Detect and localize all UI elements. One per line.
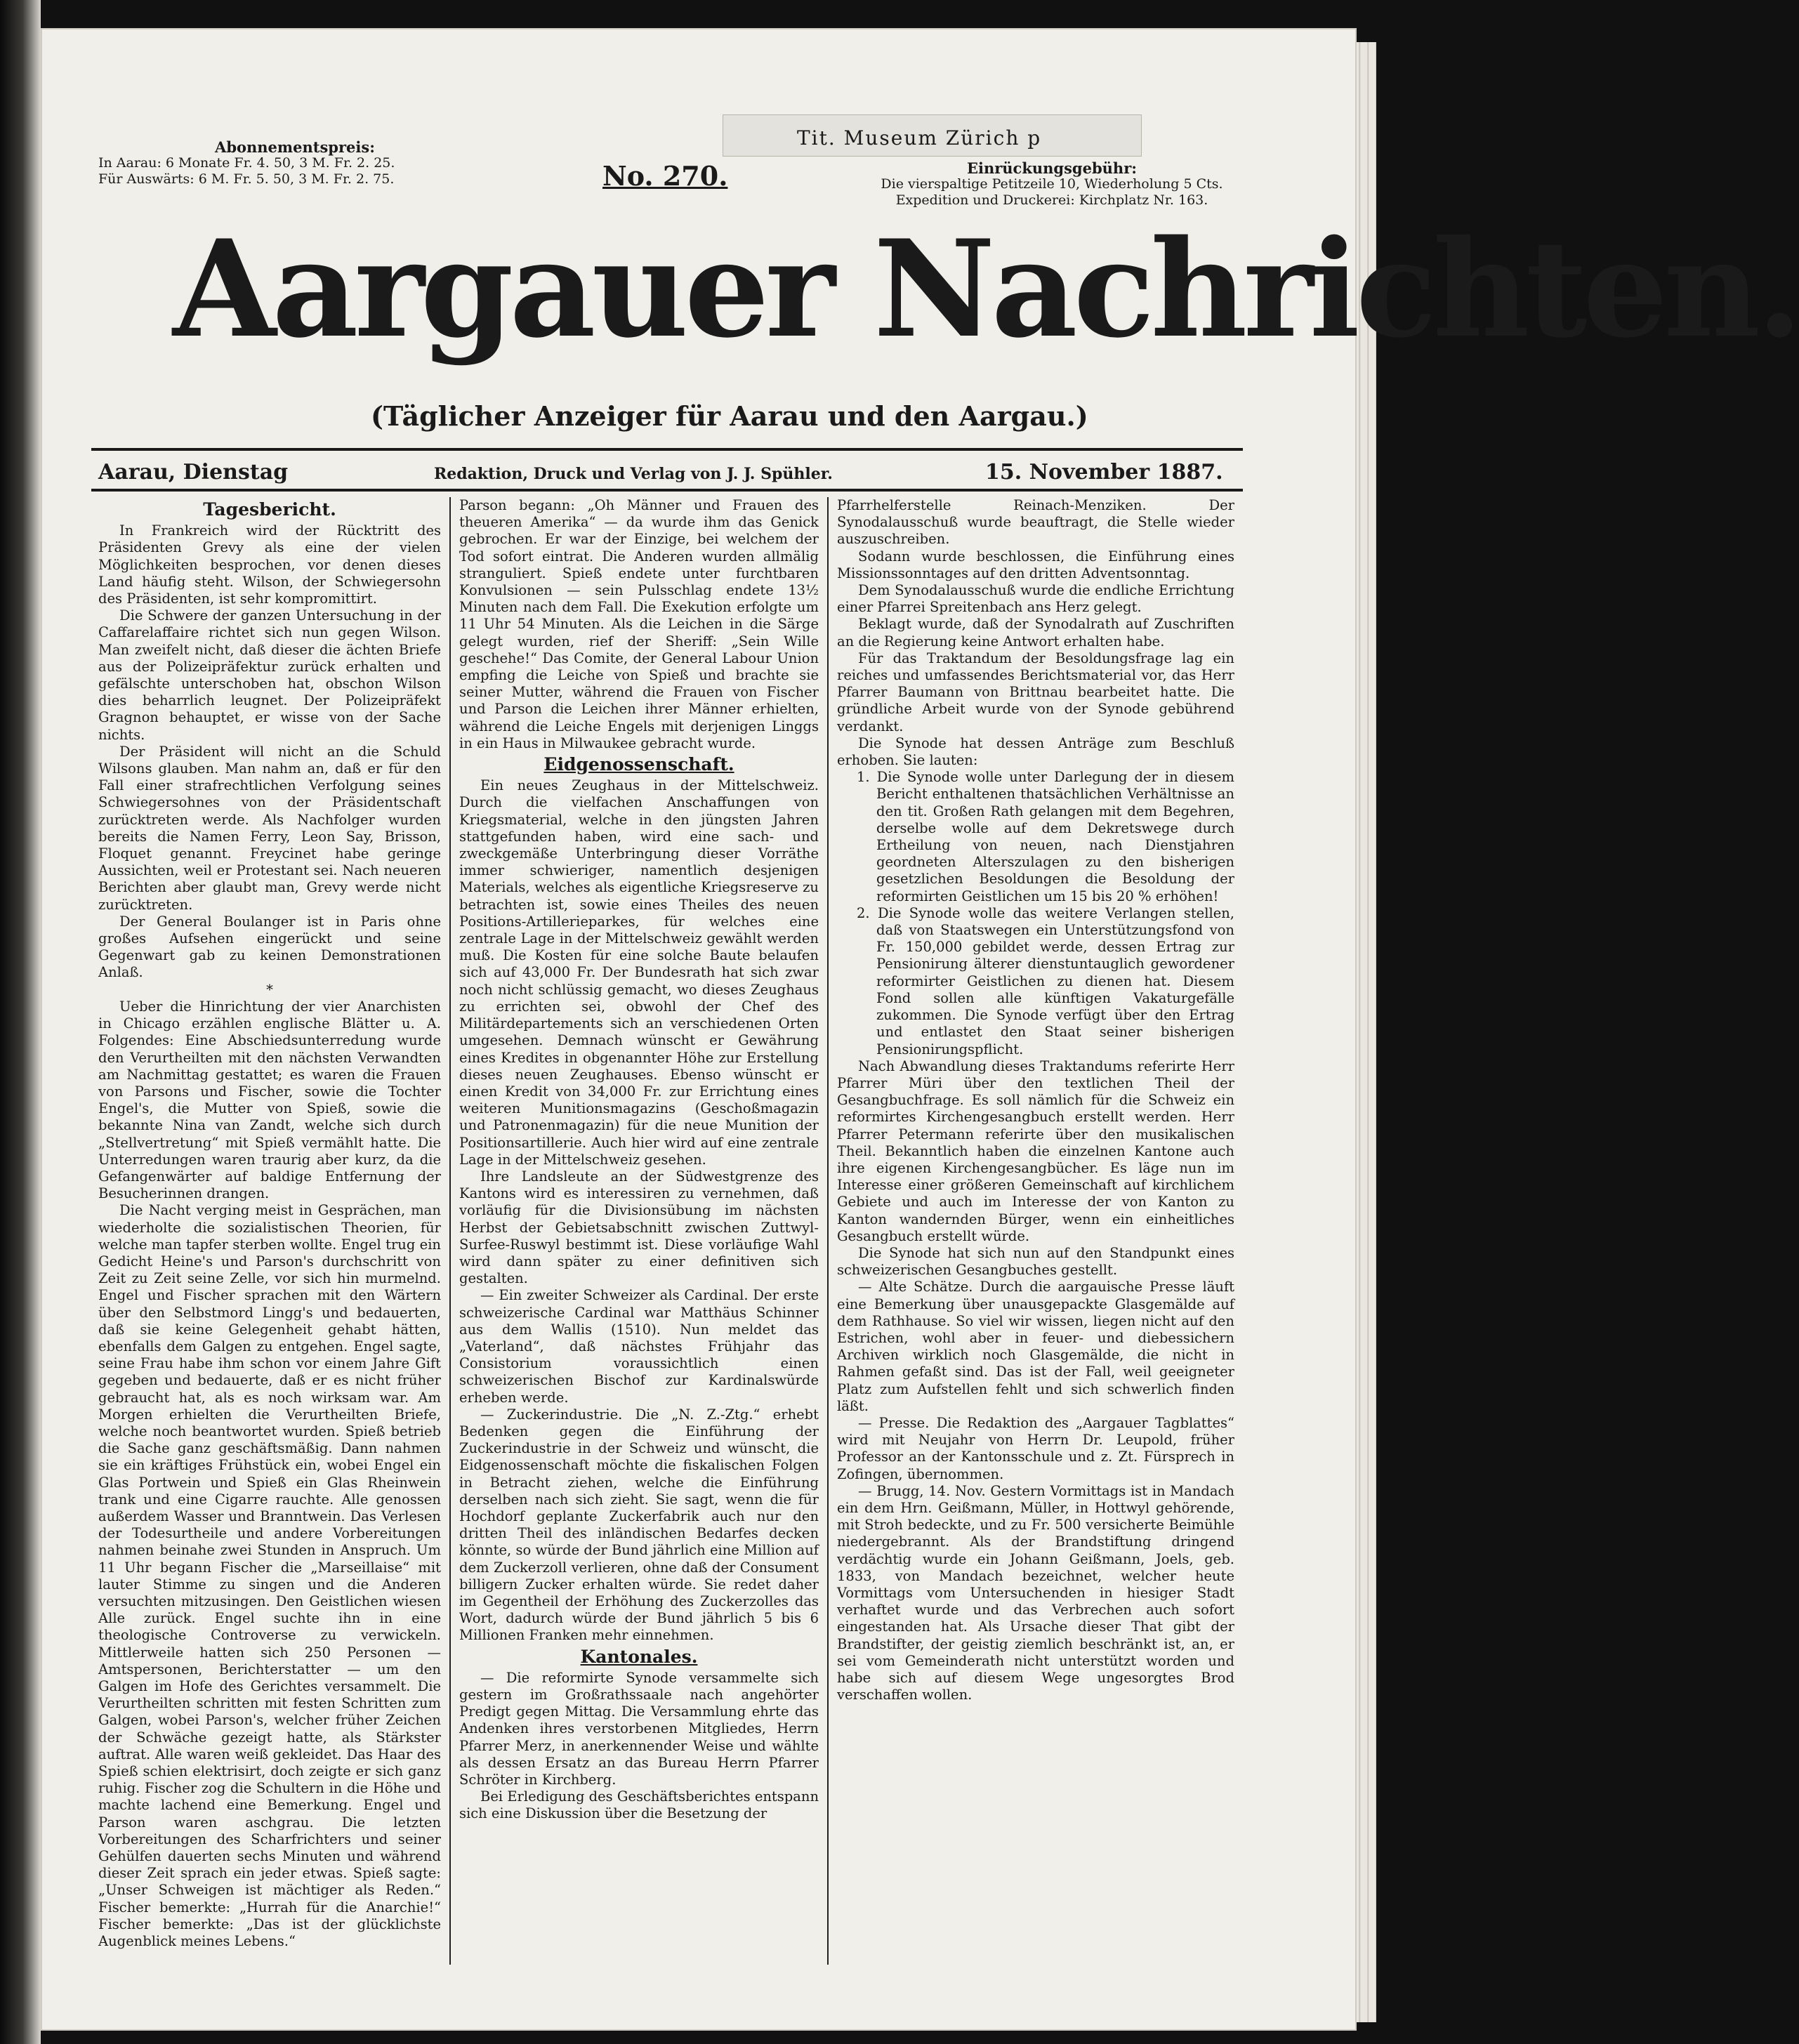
col1-para-5: Ueber die Hinrichtung der vier Anarchisten in Chicago erzählen englische Blätter u. A. Folgendes: Eine Abschiedsunterredung wurde den Verurtheilten mit den nächsten Verwandten am Nachmittag gestattet; es waren die Frauen von Parsons und Fischer, sowie die Tochter Engel's, die Mutter von Spieß, sowie die bekannte Nina van Zandt, welche sich durch „Stellvertretung“ mit Spieß vermählt hatte. Die Unterredungen waren traurig aber kurz, da die Gefangenwärter auf baldige Entfernung der Besucherinnen drangen.: [98, 998, 441, 1202]
col1-heading: Tagesbericht.: [203, 499, 336, 520]
col3-para-11: — Brugg, 14. Nov. Gestern Vormittags ist in Mandach ein dem Hrn. Geißmann, Müller, in Hottwyl gehörende, mit Stroh bedeckte, und zu Fr. 500 versicherte Beimühle niedergebrannt. Als der Brandstiftung dringend verdächtig wurde ein Johann Geißmann, Joels, geb. 1833, von Mandach bezeichnet, welcher heute Vormittags vom Untersuchenden in hiesiger Stadt verhaftet wurde und das Verbrechen auch sofort eingestanden hat. Als Ursache dieser That gibt der Brandstifter, der geistig ziemlich beschränkt ist, an, er sei vom Gemeinderath nicht unterstützt worden und habe sich auf diesem Wege ungesorgtes Brod verschaffen wollen.: [837, 1482, 1234, 1703]
bottom-rule: [91, 489, 1243, 492]
dateline-place: Aarau, Dienstag: [98, 460, 289, 484]
col1-para-1: In Frankreich wird der Rücktritt des Präsidenten Grevy als eine der vielen Möglichkeiten besprochen, vor denen dieses Land häufig steht. Wilson, der Schwiegersohn des Präsidenten, ist sehr kompromittirt.: [98, 522, 441, 607]
column-divider-2: [827, 497, 829, 1965]
col3-para-4: Beklagt wurde, daß der Synodalrath auf Zuschriften an die Regierung keine Antwort erhalten habe.: [837, 616, 1234, 650]
dateline-publisher: Redaktion, Druck und Verlag von J. J. Spühler.: [434, 465, 833, 483]
library-stamp: [723, 114, 1142, 157]
book-spine-shadow: [0, 0, 41, 2044]
col1-para-2: Die Schwere der ganzen Untersuchung in der Caffarelaffaire richtet sich nun gegen Wilson. Man zweifelt nicht, daß dieser die ächten Briefe aus der Polizeipräfektur zurück erhalten und gefälschte unterschoben hat, obschon Wilson dies beharrlich leugnet. Der Polizeipräfekt Gragnon behauptet, er wisse von der Sache nichts.: [98, 607, 441, 743]
insertion-line-1: Die vierspaltige Petitzeile 10, Wiederholung 5 Cts.: [881, 176, 1223, 192]
col2-para-2: Ihre Landsleute an der Südwestgrenze des Kantons wird es interessiren zu vernehmen, daß vorläufig für die Divisionsübung im nächsten Herbst der Gebietsabschnitt zwischen Zuttwyl-Surfee-Ruswyl bestimmt ist. Diese vorläufige Wahl wird dann später zu einer definitiven sich gestalten.: [459, 1168, 819, 1287]
column-1: [98, 497, 441, 1950]
col2-top: Parson begann: „Oh Männer und Frauen des theueren Amerika“ — da wurde ihm das Genick gebrochen. Er war der Einzige, bei welchem der Tod sofort eintrat. Die Anderen wurden allmälig stranguliert. Spieß endete unter furchtbaren Konvulsionen — sein Pulsschlag endete 13½ Minuten nach dem Fall. Die Exekution erfolgte um 11 Uhr 54 Minuten. Als die Leichen in die Särge gelegt wurden, rief der Sheriff: „Sein Wille geschehe!“ Das Comite, der General Labour Union empfing die Leiche von Spieß und brachte sie seiner Mutter, während die Frauen von Fischer und Parson die Leichen ihrer Männer erhielten, während die Leiche Engels mit derjenigen Linggs in ein Haus in Milwaukee gebracht wurde.: [459, 497, 819, 751]
col3-para-2: Sodann wurde beschlossen, die Einführung eines Missionssonntages auf den dritten Adventsonntag.: [837, 548, 1234, 581]
col3-para-10: — Presse. Die Redaktion des „Aargauer Tagblattes“ wird mit Neujahr von Herrn Dr. Leupold, früher Professor an der Kantonsschule und z. Zt. Fürsprech in Zofingen, übernommen.: [837, 1414, 1234, 1482]
col2-para-4: — Zuckerindustrie. Die „N. Z.-Ztg.“ erhebt Bedenken gegen die Einführung der Zuckerindustrie in der Schweiz und wünscht, die Eidgenossenschaft möchte die fiskalischen Folgen in Betracht ziehen, welche die Einführung derselben nach sich zieht. Sie sagt, wenn die für Hochdorf geplante Zuckerfabrik auch nur den dritten Theil des inländischen Bedarfes decken könnte, so würde der Bund jährlich eine Million auf dem Zuckerzoll verlieren, ohne daß der Consument billigern Zucker erhalten würde. Sie redet daher im Gegentheil der Erhöhung des Zuckerzolles das Wort, dadurch würde der Bund jährlich 5 bis 6 Millionen Franken mehr einnehmen.: [459, 1406, 819, 1644]
insertion-title: Einrückungsgebühr:: [966, 159, 1138, 177]
col3-para-9: — Alte Schätze. Durch die aargauische Presse läuft eine Bemerkung über unausgepackte Glasgemälde auf dem Rathhause. So viel wir wissen, liegen nicht auf den Estrichen, wohl aber in feuer- und diebessichern Archiven wirklich noch Glasgemälde, die nicht in Rahmen gefaßt sind. Das ist der Fall, weil geeigneter Platz zum Aufstellen fehlt und sich schwerlich finden läßt.: [837, 1279, 1234, 1414]
insertion-line-2: Expedition und Druckerei: Kirchplatz Nr. 163.: [895, 192, 1208, 208]
dateline-date: 15. November 1887.: [985, 460, 1223, 484]
col2-heading-2: Kantonales.: [580, 1646, 698, 1667]
column-2: [459, 497, 819, 1823]
column-divider-1: [449, 497, 451, 1965]
col3-para-5: Für das Traktandum der Besoldungsfrage lag ein reiches und umfassendes Berichtsmaterial vor, das Herr Pfarrer Baumann von Brittnau bearbeitet hatte. Die gründliche Arbeit wurde von der Synode gebührend verdankt.: [837, 650, 1234, 734]
col1-para-6: Die Nacht verging meist in Gesprächen, man wiederholte die sozialistischen Theorien, für welche man tapfer sterben wollte. Engel trug ein Gedicht Heine's und Parson's durchschritt von Zeit zu Zeit seine Zelle, vor sich hin murmelnd. Engel und Fischer sprachen mit den Wärtern über den Selbstmord Lingg's und bedauerten, daß sie keine Gelegenheit gehabt hätten, ebenfalls dem Galgen zu entgehen. Engel sagte, seine Frau habe ihm schon vor einem Jahre Gift gegeben und bedauerte, daß er es nicht früher gebraucht hat, als es noch wirksam war. Am Morgen erhielten die Verurtheilten Briefe, welche noch beantwortet wurden. Spieß betrieb die Sache ganz geschäftsmäßig. Dann nahmen sie ein kräftiges Frühstück ein, wobei Engel ein Glas Portwein und Spieß ein Glas Rheinwein trank und eine Cigarre rauchte. Alle genossen außerdem Wasser und Branntwein. Das Verlesen der Todesurtheile und andere Vorbereitungen nahmen beinahe zwei Stunden in Anspruch. Um 11 Uhr begann Fischer die „Marseillaise“ mit lauter Stimme zu singen und die Anderen versuchten mitzusingen. Den Geistlichen wiesen Alle zurück. Engel suchte ihn in eine theologische Controverse zu verwickeln. Mittlerweile hatten sich 250 Personen — Amtspersonen, Berichterstatter — um den Galgen im Hofe des Gerichtes versammelt. Die Verurtheilten schritten mit festen Schritten zum Galgen, wobei Parson's, welcher früher Zeichen der Schwäche gezeigt hatte, als Stärkster auftrat. Alle waren weiß gekleidet. Das Haar des Spieß schien elektrisirt, doch zeigte er sich ganz ruhig. Fischer zog die Schultern in die Höhe und machte lachend eine Bemerkung. Engel und Parson waren aschgrau. Die letzten Vorbereitungen des Scharfrichters und seiner Gehülfen dauerten sechs Minuten und während dieser Zeit sprach ein jeder etwas. Spieß sagte: „Unser Schweigen ist mächtiger als Reden.“ Fischer bemerkte: „Hurrah für die Anarchie!“ Fischer bemerkte: „Das ist der glücklichste Augenblick meines Lebens.“: [98, 1202, 441, 1950]
subscription-box: [98, 139, 492, 187]
issue-number: No. 270.: [602, 160, 728, 192]
col2-para-3: — Ein zweiter Schweizer als Cardinal. Der erste schweizerische Cardinal war Matthäus Schinner aus dem Wallis (1510). Nun meldet das „Vaterland“, daß nächstes Frühjahr das Consistorium voraussichtlich einen schweizerischen Bischof zur Kardinalswürde erheben werde.: [459, 1287, 819, 1406]
col3-para-7: Nach Abwandlung dieses Traktandums referirte Herr Pfarrer Müri über den textlichen Theil der Gesangbuchfrage. Es soll nämlich für die Schweiz ein reformirtes Kirchengesangbuch erstellt werden. Herr Pfarrer Petermann referirte über den musikalischen Theil. Bekanntlich haben die einzelnen Kantone auch ihre eigenen Kirchengesangbücher. Es läge nun im Interesse einer größeren Gemeinschaft auf kirchlichem Gebiete und auch im Interesse der von Kanton zu Kanton wandernden Bürger, wenn ein einheitliches Gesangbuch erstellt würde.: [837, 1057, 1234, 1244]
subscription-line-1: In Aarau: 6 Monate Fr. 4. 50, 3 M. Fr. 2. 25.: [98, 155, 395, 171]
top-rule: [91, 448, 1243, 451]
col3-para-6: Die Synode hat dessen Anträge zum Beschluß erhoben. Sie lauten:: [837, 734, 1234, 769]
col3-para-1: Pfarrhelferstelle Reinach-Menziken. Der Synodalausschuß wurde beauftragt, die Stelle wieder auszuschreiben.: [837, 497, 1234, 548]
column-3: [837, 497, 1234, 1703]
masthead-subtitle: (Täglicher Anzeiger für Aarau und den Aargau.): [371, 400, 1088, 432]
masthead-title: Aargauer Nachrichten.: [173, 211, 1799, 367]
newspaper-page: [41, 28, 1799, 2031]
col2-heading-1: Eidgenossenschaft.: [543, 754, 734, 775]
subscription-line-2: Für Auswärts: 6 M. Fr. 5. 50, 3 M. Fr. 2. 75.: [98, 171, 395, 187]
col2-para-6: Bei Erledigung des Geschäftsberichtes entspann sich eine Diskussion über die Besetzung der: [459, 1788, 819, 1822]
col2-para-1: Ein neues Zeughaus in der Mittelschweiz. Durch die vielfachen Anschaffungen von Kriegsmaterial, welche in den jüngsten Jahren stattgefunden haben, wird eine sach- und zweckgemäße Unterbringung dieser Vorräthe immer schwieriger, namentlich desjenigen Materials, welches als eigentliche Kriegsreserve zu betrachten ist, sowie eines Theiles des neuen Positions-Artillerieparkes, für welches eine zentrale Lage in der Mittelschweiz gewählt werden muß. Die Kosten für eine solche Baute belaufen sich auf 43,000 Fr. Der Bundesrath hat sich zwar noch nicht schlüssig gemacht, wo dieses Zeughaus zu errichten sei, obwohl der Chef des Militärdepartements sich an verschiedenen Orten umgesehen. Demnach wünscht er Gewährung eines Kredites in obgenannter Höhe zur Erstellung dieses neuen Zeughauses. Ebenso wünscht er einen Kredit von 34,000 Fr. zur Errichtung eines weiteren Munitionsmagazins (Geschoßmagazin und Patronenmagazin) für die neue Munition der Positionsartillerie. Auch hier wird auf eine zentrale Lage in der Mittelschweiz gesehen.: [459, 777, 819, 1168]
insertion-box: [869, 160, 1234, 209]
col3-numbered-2: 2. Die Synode wolle das weitere Verlangen stellen, daß von Staatswegen ein Unterstützungsfond von Fr. 150,000 gebildet werde, dessen Ertrag zur Pensionirung älterer dienstuntauglich gewordener reformirter Geistlichen zu dienen hat. Diesem Fond sollen alle künftigen Vakaturgefälle zukommen. Die Synode verfügt über den Ertrag und entlastet den Staat seiner bisherigen Pensionirungspflicht.: [857, 904, 1234, 1057]
subscription-title: Abonnementspreis:: [215, 138, 375, 156]
col2-para-5: — Die reformirte Synode versammelte sich gestern im Großrathssaale nach angehörter Predigt gegen Mittag. Die Versammlung ehrte das Andenken ihres verstorbenen Mitgliedes, Herrn Pfarrer Merz, in anerkennender Weise und wählte als dessen Ersatz an das Bureau Herrn Pfarrer Schröter in Kirchberg.: [459, 1669, 819, 1788]
col3-para-3: Dem Synodalausschuß wurde die endliche Errichtung einer Pfarrei Spreitenbach ans Herz gelegt.: [837, 582, 1234, 616]
col3-para-8: Die Synode hat sich nun auf den Standpunkt eines schweizerischen Gesangbuches gestellt.: [837, 1244, 1234, 1279]
col1-para-4: Der General Boulanger ist in Paris ohne großes Aufsehen eingerückt und seine Gegenwart gab zu keinen Demonstrationen Anlaß.: [98, 913, 441, 981]
col1-separator: *: [266, 981, 273, 998]
col3-numbered-1: 1. Die Synode wolle unter Darlegung der in diesem Bericht enthaltenen thatsächlichen Verhältnisse an den tit. Großen Rath gelangen mit dem Begehren, derselbe wolle auf dem Dekretswege durch Ertheilung von neuen, nach Dienstjahren geordneten Alterszulagen zu den bisherigen gesetzlichen Besoldungen die Besoldung der reformirten Geistlichen um 15 bis 20 % erhöhen!: [857, 769, 1234, 904]
stamp-text: Tit. Museum Zürich p: [797, 126, 1042, 150]
col1-para-3: Der Präsident will nicht an die Schuld Wilsons glauben. Man nahm an, daß er für den Fall einer strafrechtlichen Verfolgung seines Schwiegersohnes von der Präsidentschaft zurücktreten werde. Als Nachfolger wurden bereits die Namen Ferry, Leon Say, Brisson, Floquet genannt. Freycinet habe geringe Aussichten, weil er Protestant sei. Nach neueren Berichten aber glaubt man, Grevy werde nicht zurücktreten.: [98, 743, 441, 913]
